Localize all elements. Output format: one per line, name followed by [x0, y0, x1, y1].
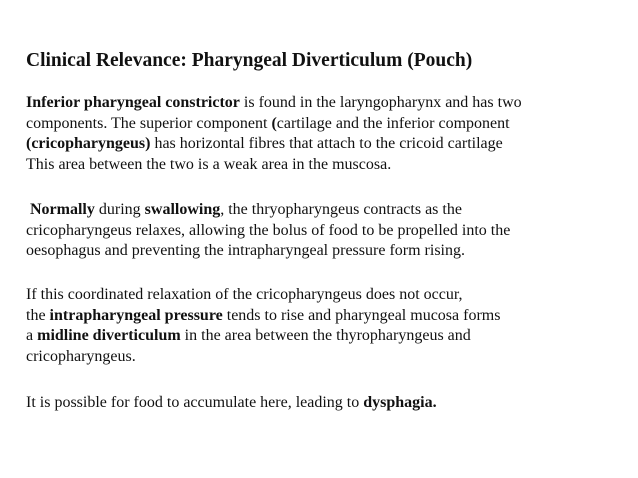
text-run: a	[26, 327, 38, 344]
paragraph-swallowing	[26, 200, 626, 262]
text-run: the	[26, 306, 50, 324]
text-line	[26, 134, 626, 155]
text-line	[26, 200, 626, 221]
text-line	[26, 347, 626, 368]
text-run: cricopharyngeus.	[26, 347, 136, 365]
text-line	[26, 241, 626, 262]
text-line	[26, 326, 626, 347]
text-run: This area between the two is a weak area in the muscosa.	[26, 155, 392, 173]
bold-text-run: (	[271, 114, 277, 132]
paragraph-dysphagia	[26, 393, 626, 414]
bold-text-run: midline diverticulum	[37, 327, 181, 344]
bold-text-run: Inferior pharyngeal constrictor	[26, 94, 240, 111]
bold-text-run: Normally	[30, 201, 95, 218]
bold-text-run: swallowing	[144, 201, 221, 218]
text-run: components. The superior component	[26, 114, 272, 132]
text-line	[26, 306, 626, 327]
bold-text-run: intrapharyngeal pressure	[49, 306, 223, 324]
text-run: tends to rise and pharyngeal mucosa forms	[222, 306, 501, 324]
text-run: during	[94, 201, 145, 218]
paragraph-constrictor	[26, 93, 626, 175]
paragraph-diverticulum	[26, 285, 626, 367]
text-run: has horizontal fibres that attach to the cricoid cartilage	[150, 135, 503, 152]
text-line	[26, 93, 626, 114]
text-line	[26, 285, 626, 306]
text-run: is found in the laryngopharynx and has two	[239, 94, 522, 111]
text-run: It is possible for food to accumulate here, leading to	[26, 394, 364, 411]
text-run: cartilage and the inferior component	[276, 114, 510, 132]
text-run: , the thryopharyngeus contracts as the	[220, 201, 462, 218]
text-run: oesophagus and preventing the intrapharyngeal pressure form rising.	[26, 242, 465, 259]
bold-text-run: (cricopharyngeus)	[26, 135, 151, 152]
text-run: If this coordinated relaxation of the cricopharyngeus does not occur,	[26, 286, 463, 303]
text-line	[26, 221, 626, 242]
text-line	[26, 155, 626, 176]
slide-title: Clinical Relevance: Pharyngeal Diverticulum (Pouch)	[26, 50, 473, 71]
text-line	[26, 393, 626, 414]
text-run: cricopharyngeus relaxes, allowing the bolus of food to be propelled into the	[26, 221, 511, 239]
bold-text-run: dysphagia.	[363, 394, 437, 411]
text-run: in the area between the thyropharyngeus and	[180, 327, 471, 344]
text-line	[26, 114, 626, 135]
